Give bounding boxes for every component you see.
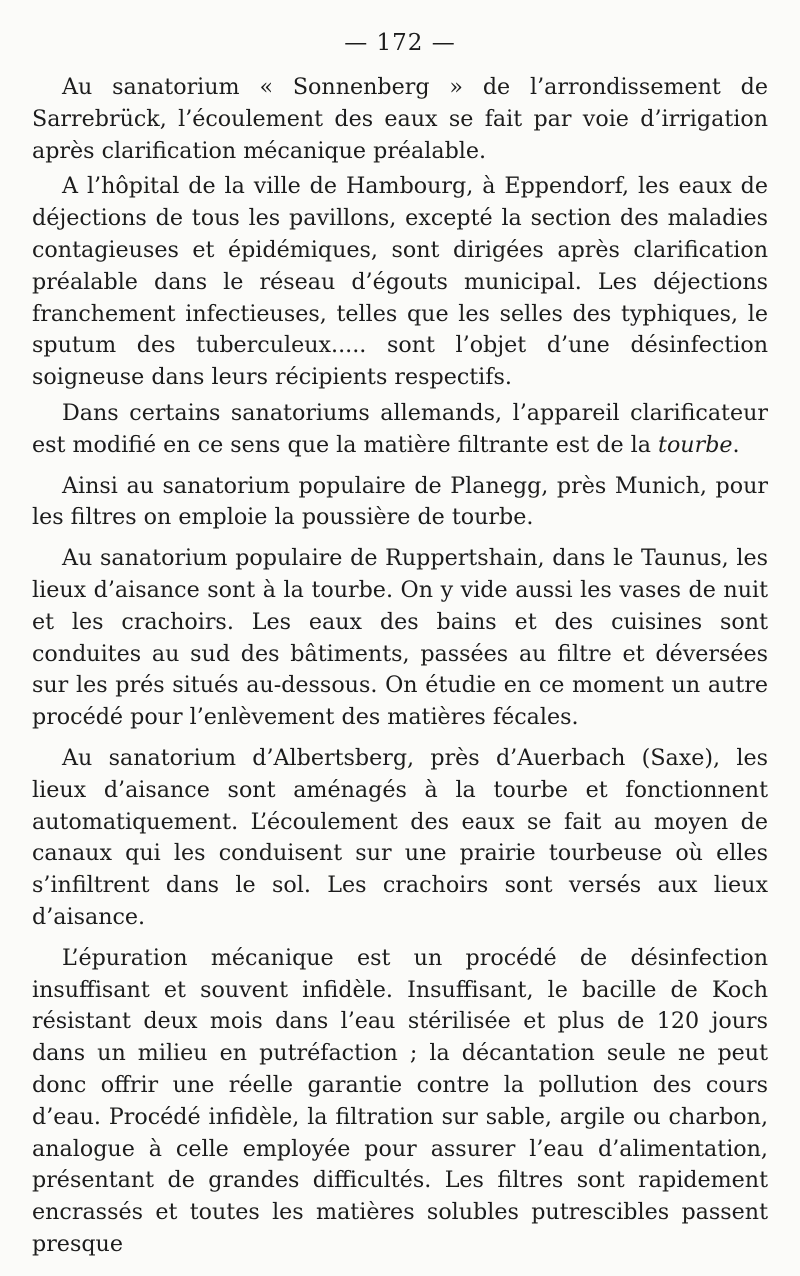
paragraph-albertsberg: Au sanatorium d’Albertsberg, près d’Auerbach (Saxe), les lieux d’aisance sont aménagés à la tourbe et fonctionnent automatiquement. L’écoulement des eaux se fait au moyen de canaux qui les conduisent sur une prairie tourbeuse où elles s’infiltrent dans le sol. Les crachoirs sont versés aux lieux d’aisance. xyxy=(32,744,768,930)
paragraph-epuration-mecanique: L’épuration mécanique est un procédé de désinfection insuffisant et souvent infidèle. Insuffisant, le bacille de Koch résistant deux mois dans l’eau stérilisée et plus de 120 jours dans un milieu en putréfaction ; la décantation seule ne peut donc offrir une réelle garantie contre la pollution des cours d’eau. Procédé infidèle, la filtration sur sable, argile ou charbon, analogue à celle employée pour assurer l’eau d’alimentation, présentant de grandes difficultés. Les filtres sont rapidement encrassés et toutes les matières solubles putrescibles passent presque xyxy=(32,944,768,1257)
body-text xyxy=(32,72,768,1261)
page-number: — 172 — xyxy=(344,30,456,56)
paragraph-sonnenberg: Au sanatorium « Sonnenberg » de l’arrondissement de Sarrebrück, l’écoulement des eaux se fait par voie d’irrigation après clarification mécanique préalable. xyxy=(32,74,768,164)
paragraph-hambourg: A l’hôpital de la ville de Hambourg, à Eppendorf, les eaux de déjections de tous les pavillons, excepté la section des maladies contagieuses et épidémiques, sont dirigées après clarification préalable dans le réseau d’égouts municipal. Les déjections franchement infectieuses, telles que les selles des typhiques, le sputum des tuberculeux..... sont l’objet d’une désinfection soigneuse dans leurs récipients respectifs. xyxy=(32,173,768,391)
paragraph-sanatoriums-allemands xyxy=(32,398,768,462)
italic-word-tourbe: tourbe xyxy=(658,431,733,458)
paragraph-sanatoriums-end: . xyxy=(732,431,740,458)
paragraph-ruppertshain: Au sanatorium populaire de Ruppertshain, dans le Taunus, les lieux d’aisance sont à la tourbe. On y vide aussi les vases de nuit et les crachoirs. Les eaux des bains et des cuisines sont conduites au sud des bâtiments, passées au filtre et déversées sur les prés situés au-dessous. On étudie en ce moment un autre procédé pour l’enlèvement des matières fécales. xyxy=(32,545,768,731)
paragraph-sanatoriums-text: Dans certains sanatoriums allemands, l’appareil clarificateur est modifié en ce sens que la matière filtrante est de la xyxy=(32,399,768,458)
paragraph-planegg: Ainsi au sanatorium populaire de Planegg, près Munich, pour les filtres on emploie la poussière de tourbe. xyxy=(32,472,768,531)
